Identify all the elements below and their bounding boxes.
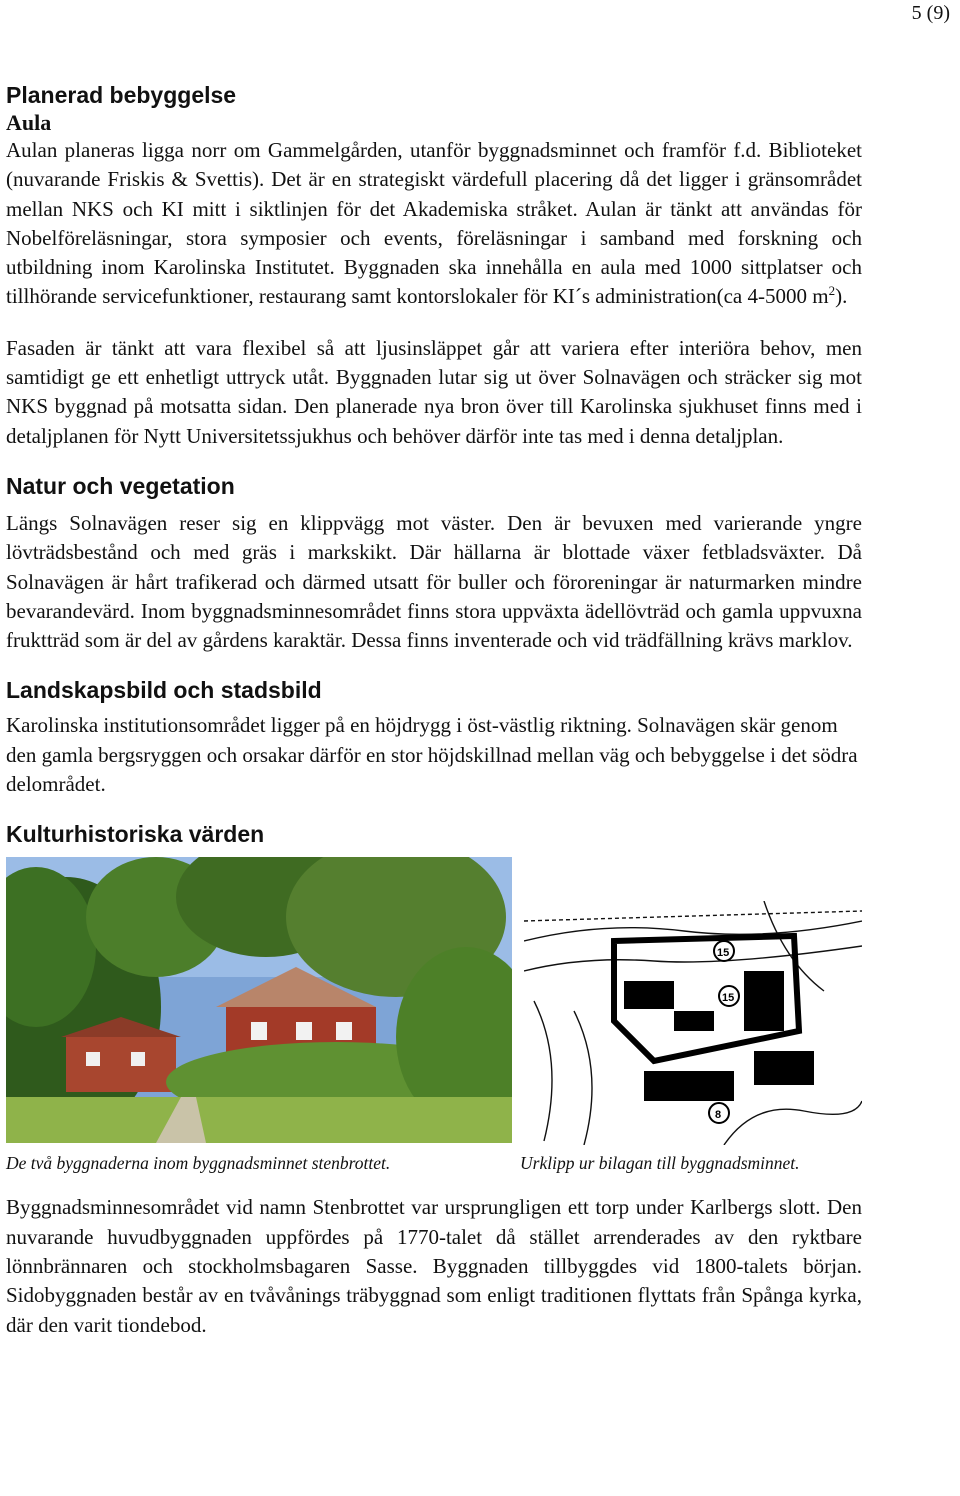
map-label-15b: 15 — [722, 992, 735, 1005]
figures-row — [6, 857, 862, 1193]
site-map-excerpt — [524, 901, 862, 1145]
map-label-8: 8 — [715, 1109, 722, 1122]
paragraph-aula-1-end: ). — [835, 284, 848, 309]
caption-map: Urklipp ur bilagan till byggnadsminnet. — [520, 1153, 800, 1174]
subheading-aula: Aula — [6, 110, 52, 135]
paragraph-aula-1 — [6, 136, 862, 312]
photo-stenbrottet — [6, 857, 512, 1143]
map-label-15a: 15 — [717, 947, 730, 960]
heading-landskapsbild: Landskapsbild och stadsbild — [6, 677, 322, 704]
paragraph-aula-1-text: Aulan planeras ligga norr om Gammelgården, utanför byggnadsminnet och framför f.d. Biblioteket (nuvarande Friskis & Svettis). Det är en strategiskt värdefull placering då det ligger i gränsområdet mellan NKS och KI mitt i siktlinjen för det Akademiska stråket. Aulan är tänkt att användas för Nobelföreläsningar, stora symposier och events, föreläsningar i samband med forskning och utbildning inom Karolinska Institutet. Byggnaden ska innehålla en aula med 1000 sittplatser och tillhörande servicefunktioner, restaurang samt kontorslokaler för KI´s administration(ca 4-5000 m — [6, 138, 862, 309]
superscript-2: 2 — [828, 283, 836, 299]
paragraph-aula-2: Fasaden är tänkt att vara flexibel så att ljusinsläppet går att variera efter interiöra behov, men samtidigt ge ett enhetligt uttryck utåt. Byggnaden lutar sig ut över Solnavägen och sträcker sig mot NKS byggnad på motsatta sidan. Den planerade nya bron över till Karolinska sjukhuset finns med i detaljplanen för Nytt Universitetssjukhus och behöver därför inte tas med i denna detaljplan. — [6, 335, 862, 448]
heading-kulturhistoriska-varden: Kulturhistoriska värden — [6, 821, 265, 848]
photo-illustration — [6, 857, 512, 1143]
site-map-drawing — [524, 901, 862, 1145]
document-body — [6, 80, 862, 1340]
caption-photo: De två byggnaderna inom byggnadsminnet stenbrottet. — [6, 1153, 391, 1174]
heading-planerad-bebyggelse: Planerad bebyggelse — [6, 82, 237, 108]
paragraph-natur: Längs Solnavägen reser sig en klippvägg mot väster. Den är bevuxen med varierande yngre lövträdsbestånd och med gräs i markskikt. Där hällarna är blottade växer fetbladsväxter. Då Solnavägen är hårt trafikerad och därmed utsatt för buller och föroreningar är naturmarken mindre bevarandevärd. Inom byggnadsminnesområdet finns stora uppväxta ädellövträd och gamla uppvuxna fruktträd som är del av gårdens karaktär. Dessa finns inventerade och vid trädfällning krävs marklov. — [6, 510, 862, 653]
paragraph-kulturhistoriska: Byggnadsminnesområdet vid namn Stenbrottet var ursprungligen ett torp under Karlbergs slott. Den nuvarande huvudbyggnaden uppfördes på 1770-talet då stället arrenderades av den ryktbare lönnbrännaren och stockholmsbagaren Sasse. Byggnaden tillbyggdes vid 1800-talets början. Sidobyggnaden består av en tvåvånings träbyggnad som enligt traditionen flyttats från Spånga kyrka, där den varit tiondebod. — [6, 1195, 862, 1337]
page-number: 5 (9) — [911, 2, 950, 24]
paragraph-landskapsbild: Karolinska institutionsområdet ligger på en höjdrygg i öst-västlig riktning. Solnavägen skär genom den gamla bergsryggen och orsakar därför en stor höjdskillnad mellan väg och bebyggelse i det södra delområdet. — [6, 713, 858, 797]
heading-natur-och-vegetation: Natur och vegetation — [6, 472, 235, 499]
